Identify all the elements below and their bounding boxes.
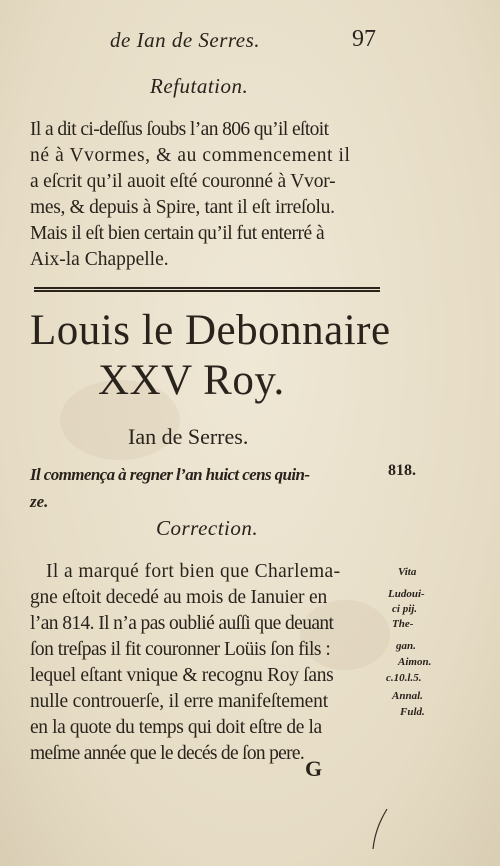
text-line: ſon treſpas il fit couronner Loüis ſon fils : <box>30 639 331 660</box>
text-line: mes, & depuis à Spire, tant il eſt irreſolu. <box>30 197 335 218</box>
margin-note: ci pij. <box>392 603 418 615</box>
pen-stroke-mark <box>365 805 395 855</box>
page-number: 97 <box>352 26 376 52</box>
text-line: Mais il eſt bien certain qu’il fut enterré à <box>30 223 325 244</box>
margin-note: Ludoui- <box>388 588 425 600</box>
margin-note: Fuld. <box>400 706 425 718</box>
double-rule-divider <box>34 287 380 292</box>
running-title: de Ian de Serres. <box>110 28 261 52</box>
text-line: l’an 814. Il n’a pas oublié auſſi que deuant <box>30 613 334 634</box>
text-line: Il a marqué fort bien que Charlema- <box>46 561 341 582</box>
chapter-intro-continued: ze. <box>30 492 49 511</box>
chapter-title: Louis le Debonnaire <box>30 307 391 354</box>
text-line: Aix-la Chappelle. <box>30 249 169 270</box>
margin-note: Aimon. <box>398 656 432 668</box>
correction-heading: Correction. <box>156 516 259 540</box>
text-line: gne eſtoit decedé au mois de Ianuier en <box>30 587 328 608</box>
margin-note: gan. <box>396 640 416 652</box>
signature-mark: G <box>305 756 323 781</box>
text-line: en la quote du temps qui doit eſtre de la <box>30 717 322 738</box>
margin-year: 818. <box>388 462 416 479</box>
margin-note: c.10.l.5. <box>386 672 422 684</box>
margin-note: The- <box>392 618 414 630</box>
text-line: Il a dit ci-deſſus ſoubs l’an 806 qu’il eſtoit <box>30 119 329 140</box>
margin-note: Annal. <box>392 690 423 702</box>
chapter-intro: Il commença à regner l’an huict cens quin- <box>30 465 310 484</box>
text-line: meſme année que le decés de ſon pere. <box>30 743 305 764</box>
refutation-heading: Refutation. <box>150 74 249 98</box>
chapter-title-line2: XXV Roy. <box>98 357 285 404</box>
chapter-author: Ian de Serres. <box>128 424 249 449</box>
margin-note: Vita <box>398 566 417 578</box>
text-line: lequel eſtant vnique & recognu Roy ſans <box>30 665 334 686</box>
text-line: a eſcrit qu’il auoit eſté couronné à Vvor- <box>30 171 336 192</box>
text-line: nulle controuerſe, il erre manifeſtement <box>30 691 328 712</box>
text-line: né à Vvormes, & au commencement il <box>30 145 351 166</box>
